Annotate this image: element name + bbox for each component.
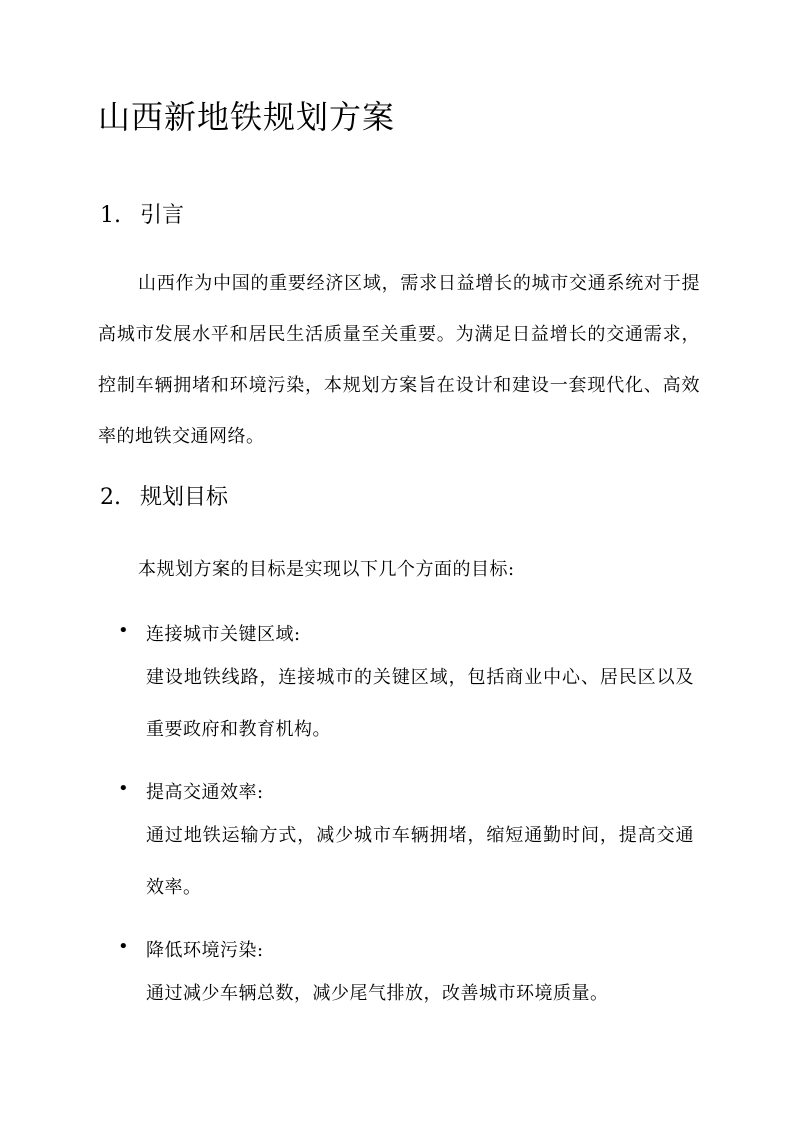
- section-title: 规划目标: [140, 485, 229, 510]
- goal-item-title: 降低环境污染:: [146, 940, 264, 961]
- section-title: 引言: [140, 203, 185, 228]
- document-title: 山西新地铁规划方案: [98, 98, 396, 136]
- goal-item-body: 通过地铁运输方式，减少城市车辆拥堵，缩短通勤时间，提高交通效率。: [146, 825, 694, 898]
- section-number: 2.: [100, 485, 121, 510]
- bullet-icon: •: [118, 620, 129, 641]
- goal-item-title: 连接城市关键区域:: [146, 624, 301, 645]
- bullet-icon: •: [118, 778, 129, 799]
- section-heading-goals: [100, 480, 228, 511]
- section-number: 1.: [100, 203, 121, 228]
- goal-item-body: 通过减少车辆总数，减少尾气排放，改善城市环境质量。: [146, 983, 609, 1004]
- goal-item-title: 提高交通效率:: [146, 782, 264, 803]
- section-heading-introduction: [100, 198, 184, 229]
- goal-item-body: 建设地铁线路，连接城市的关键区域，包括商业中心、居民区以及重要政府和教育机构。: [146, 667, 694, 740]
- goals-lead-text: 本规划方案的目标是实现以下几个方面的目标:: [138, 559, 515, 580]
- bullet-icon: •: [118, 936, 129, 957]
- introduction-paragraph: 山西作为中国的重要经济区域，需求日益增长的城市交通系统对于提高城市发展水平和居民生活质量至关重要。为满足日益增长的交通需求，控制车辆拥堵和环境污染，本规划方案旨在设计和建设一套现代化、高效率的地铁交通网络。: [98, 273, 700, 447]
